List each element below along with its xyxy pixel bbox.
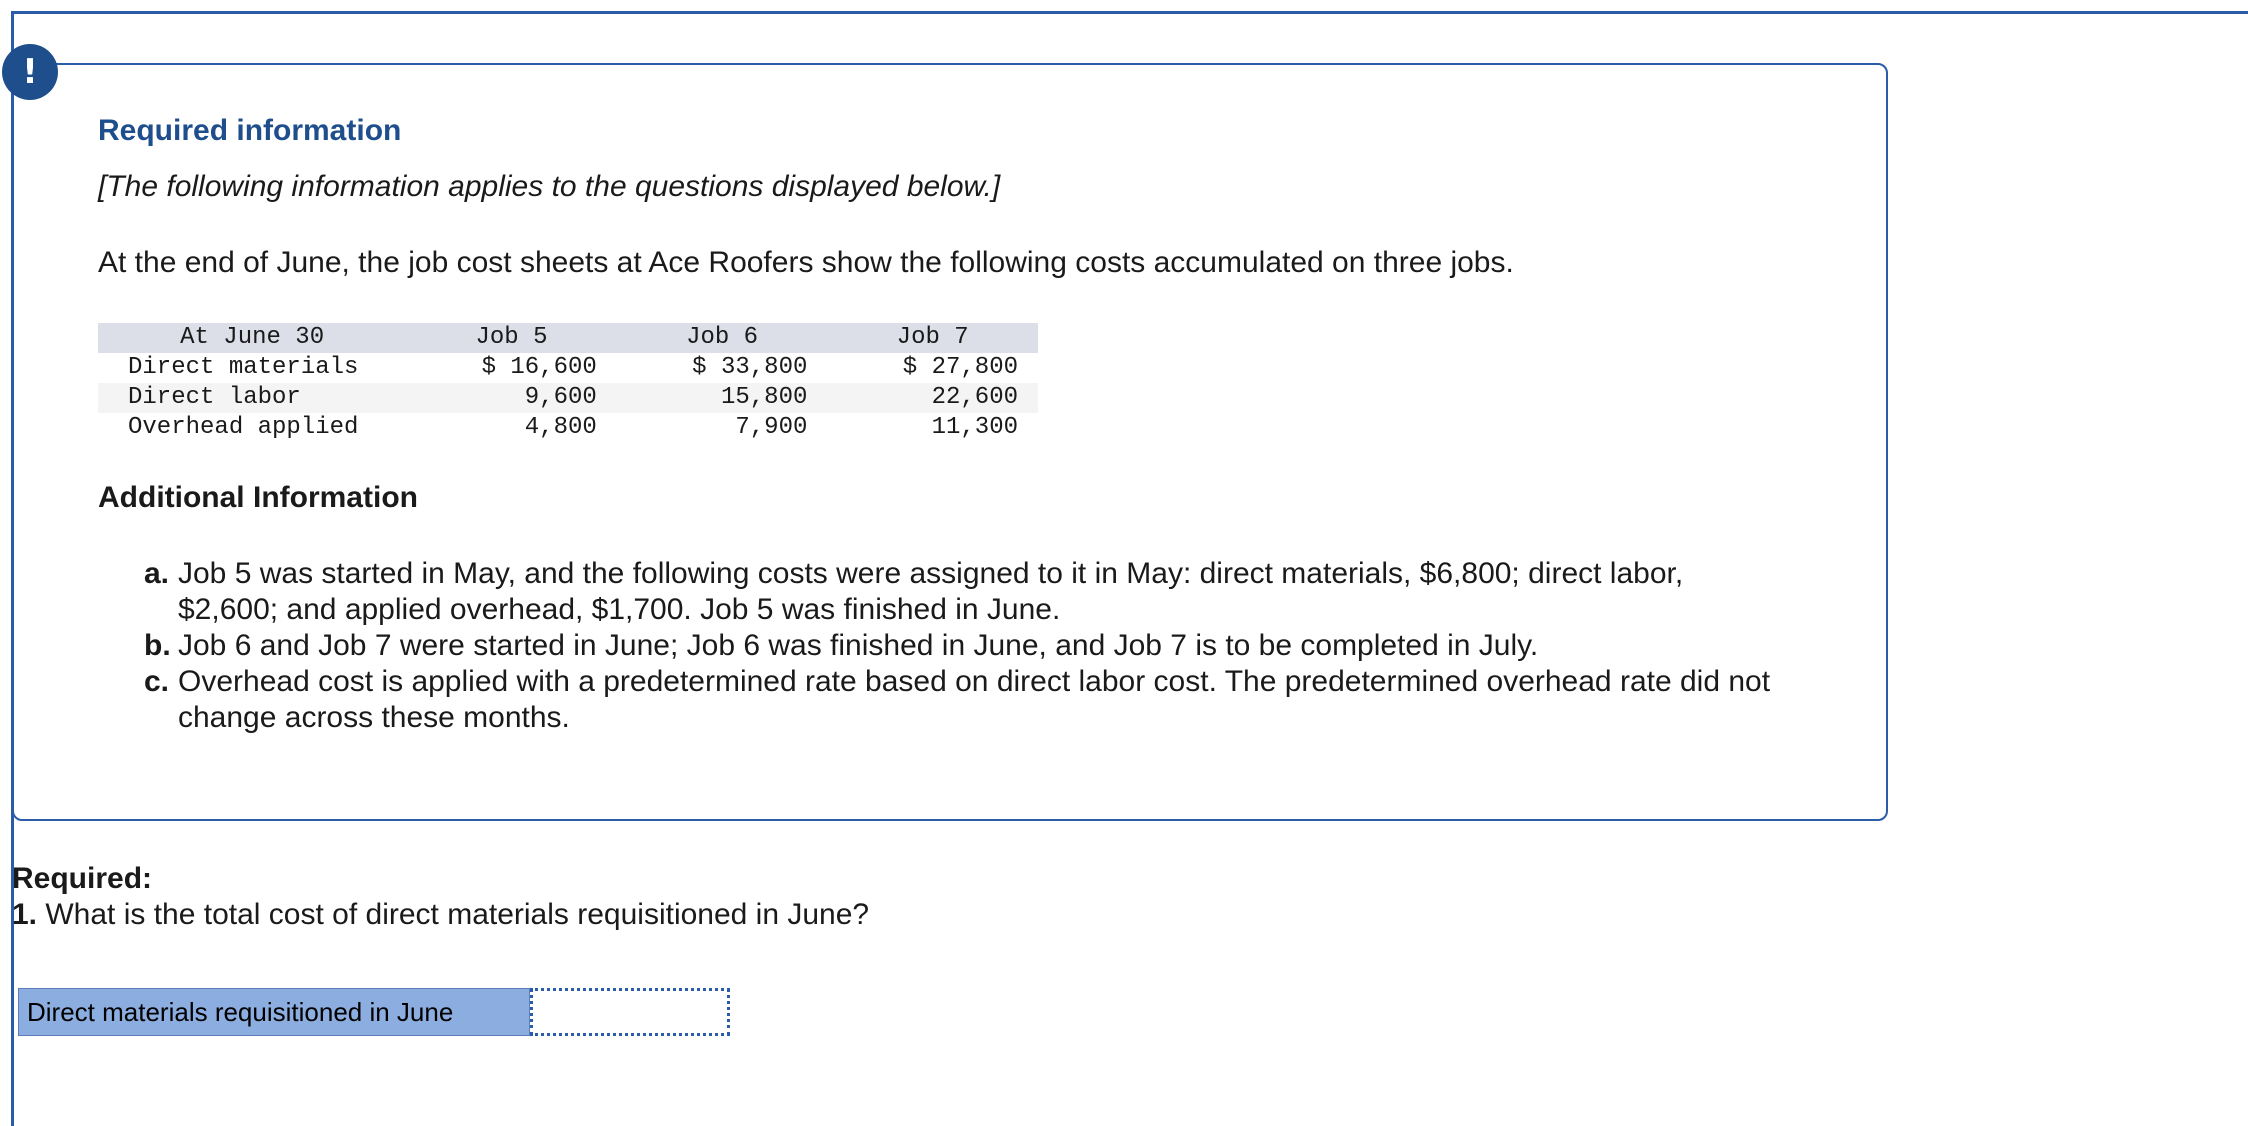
direct-materials-answer-input[interactable] <box>530 988 730 1036</box>
table-cell: $ 33,800 <box>692 354 808 381</box>
question-text <box>12 898 869 932</box>
table-cell: 15,800 <box>720 384 808 411</box>
answer-label: Direct materials requisitioned in June <box>18 988 530 1036</box>
table-cell: 7,900 <box>735 414 808 441</box>
column-header: Job 5 <box>475 324 548 351</box>
list-item <box>140 664 1780 736</box>
table-cell: 22,600 <box>931 384 1018 411</box>
list-marker: a. <box>144 557 170 590</box>
question-number: 1. <box>12 898 38 931</box>
list-item-text: Job 6 and Job 7 were started in June; Job 6 was finished in June, and Job 7 is to be completed in July. <box>178 629 1539 662</box>
table-cell: 11,300 <box>931 414 1018 441</box>
list-item <box>140 628 1780 664</box>
required-label: Required: <box>12 862 153 895</box>
list-item <box>140 556 1780 628</box>
list-item-text: Overhead cost is applied with a predetermined rate based on direct labor cost. The predetermined overhead rate did not change across these months. <box>178 665 1771 734</box>
applies-note: [The following information applies to the questions displayed below.] <box>98 170 1001 203</box>
table-header-row <box>98 323 1038 353</box>
frame-top-border <box>14 11 2248 14</box>
list-marker: c. <box>144 665 170 698</box>
list-item-text: Job 5 was started in May, and the following costs were assigned to it in May: direct materials, $6,800; direct labor, $2,600; and applied overhead, $1,700. Job 5 was finished in June. <box>178 557 1684 626</box>
row-label: Overhead applied <box>128 414 359 441</box>
table-cell: 9,600 <box>524 384 597 411</box>
answer-row <box>18 988 730 1036</box>
required-information-heading: Required information <box>98 114 402 147</box>
row-label: Direct materials <box>128 354 359 381</box>
exclamation-icon: ! <box>2 44 58 100</box>
additional-information-list <box>140 556 1780 736</box>
table-row <box>98 383 1038 413</box>
column-header: Job 6 <box>686 324 759 351</box>
column-header: At June 30 <box>180 324 325 351</box>
question-body: What is the total cost of direct materials requisitioned in June? <box>37 898 870 931</box>
list-marker: b. <box>144 629 171 662</box>
intro-text: At the end of June, the job cost sheets at Ace Roofers show the following costs accumulated on three jobs. <box>98 246 1514 279</box>
column-header: Job 7 <box>896 324 969 351</box>
job-cost-table <box>98 323 1038 443</box>
additional-information-heading: Additional Information <box>98 481 418 514</box>
table-cell: $ 27,800 <box>902 354 1018 381</box>
table-row <box>98 353 1038 383</box>
table-row <box>98 413 1038 443</box>
table-cell: $ 16,600 <box>481 354 597 381</box>
row-label: Direct labor <box>128 384 301 411</box>
table-cell: 4,800 <box>524 414 597 441</box>
